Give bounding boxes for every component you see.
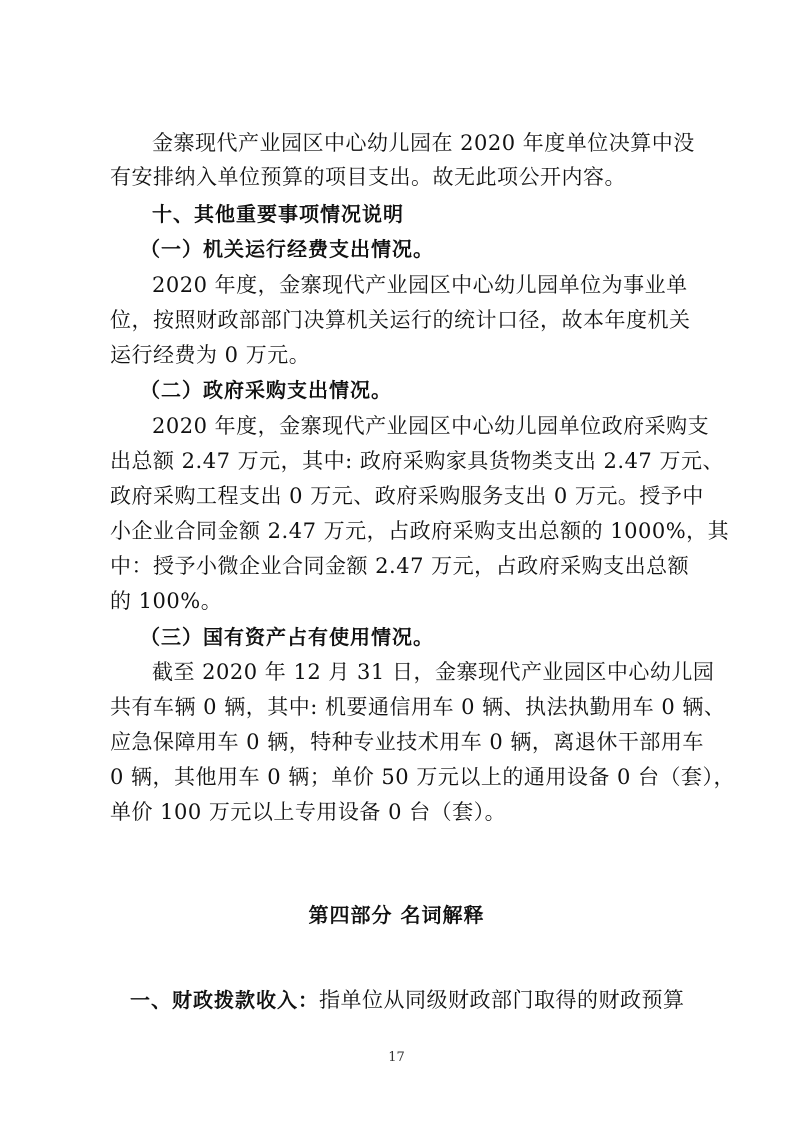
subheading-1: （一）机关运行经费支出情况。	[140, 237, 434, 261]
paragraph-line-8: 政府采购工程支出 0 万元、政府采购服务支出 0 万元。授予中	[110, 484, 704, 508]
definition-line	[130, 983, 710, 1017]
paragraph-line-4: 位，按照财政部部门决算机关运行的统计口径，故本年度机关	[110, 308, 691, 332]
paragraph-line-13: 共有车辆 0 辆，其中: 机要通信用车 0 辆、执法执勤用车 0 辆、	[110, 695, 726, 719]
definition-term: 一、财政拨款收入：	[130, 988, 319, 1012]
paragraph-line-15: 0 辆，其他用车 0 辆；单价 50 万元以上的通用设备 0 台（套），	[110, 765, 736, 789]
paragraph-line-5: 运行经费为 0 万元。	[110, 343, 311, 367]
paragraph-line-11: 的 100%。	[110, 589, 223, 613]
section-heading-10: 十、其他重要事项情况说明	[152, 202, 404, 226]
paragraph-line-7: 出总额 2.47 万元，其中: 政府采购家具货物类支出 2.47 万元、	[110, 449, 724, 473]
paragraph-line-9: 小企业合同金额 2.47 万元，占政府采购支出总额的 1000%，其	[110, 519, 730, 543]
paragraph-line-6: 2020 年度，金寨现代产业园区中心幼儿园单位政府采购支	[152, 414, 710, 438]
definition-text: 指单位从同级财政部门取得的财政预算	[319, 988, 685, 1012]
subheading-3: （三）国有资产占有使用情况。	[140, 625, 434, 649]
paragraph-line-12: 截至 2020 年 12 月 31 日，金寨现代产业园区中心幼儿园	[152, 660, 715, 684]
section-title: 第四部分 名词解释	[308, 903, 485, 927]
page-number: 17	[388, 1050, 405, 1065]
paragraph-line-10: 中：授予小微企业合同金额 2.47 万元，占政府采购支出总额	[110, 554, 690, 578]
subheading-2: （二）政府采购支出情况。	[140, 378, 392, 402]
paragraph-line-14: 应急保障用车 0 辆，特种专业技术用车 0 辆，离退休干部用车	[110, 730, 704, 754]
paragraph-line-3: 2020 年度，金寨现代产业园区中心幼儿园单位为事业单	[152, 273, 688, 297]
paragraph-line-16: 单价 100 万元以上专用设备 0 台（套）。	[110, 800, 507, 824]
paragraph-line-1: 金寨现代产业园区中心幼儿园在 2020 年度单位决算中没	[152, 131, 695, 155]
paragraph-line-2: 有安排纳入单位预算的项目支出。故无此项公开内容。	[110, 165, 626, 189]
